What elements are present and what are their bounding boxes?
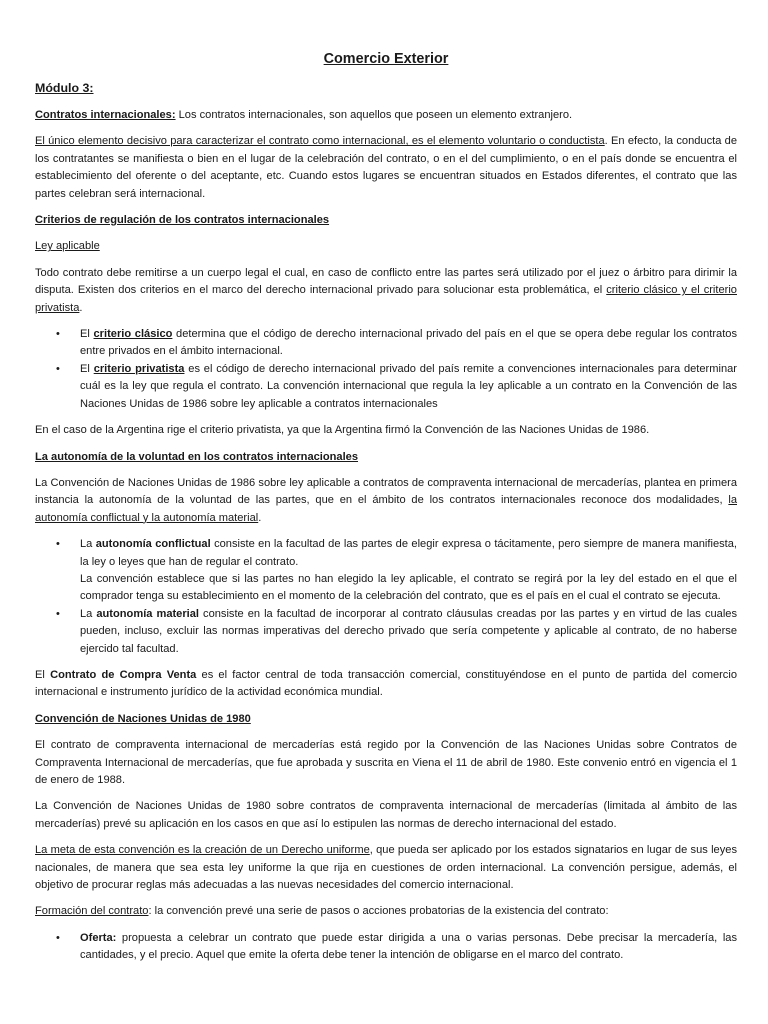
underlined-statement: El único elemento decisivo para caracterizar el contrato como internacional, es el elemento voluntario o conductista	[35, 135, 605, 148]
term-formacion-contrato: Formación del contrato	[35, 905, 149, 918]
paragraph-ley-aplicable	[35, 265, 737, 317]
paragraph-compra-venta	[35, 667, 737, 702]
bullet-icon: •	[56, 328, 60, 341]
term-autonomia-material: autonomía material	[96, 607, 200, 620]
paragraph-argentina: En el caso de la Argentina rige el criterio privatista, ya que la Argentina firmó la Convención de las Naciones Unidas de 1986.	[35, 424, 650, 437]
paragraph-end: .	[79, 301, 83, 314]
paragraph-text: Los contratos internacionales, son aquellos que poseen un elemento extranjero.	[175, 109, 573, 121]
item-text: consiste en la facultad de las partes de elegir expresa o tácitamente, pero siempre de manera manifiesta, la ley o leyes que han de regular el contrato.	[80, 538, 737, 568]
item-prefix: El	[80, 362, 94, 375]
bullet-icon: •	[56, 931, 60, 944]
list-criterios	[35, 326, 737, 413]
item-text: determina que el código de derecho internacional privado del país en el que se opera debe regular los contratos entre privados en el ámbito internacional.	[80, 328, 737, 358]
paragraph-aplicacion: La Convención de Naciones Unidas de 1980 sobre contratos de compraventa internacional de mercaderías (limitada al ámbito de las mercaderías) prevé su aplicación en los casos en que así lo estipulen las normas de derecho internacional del estado.	[35, 800, 737, 830]
list-item	[35, 606, 737, 658]
term-contrato-compra-venta: Contrato de Compra Venta	[50, 668, 197, 681]
paragraph-text: es el factor central de toda transacción comercial, constituyéndose en el punto de partida del comercio internacional e instrumento jurídico de la actividad económica mundial.	[35, 668, 737, 699]
paragraph-text: , que pueda ser aplicado por los estados signatarios en lugar de sus leyes nacionales, de manera que sea esta ley uniforme la que rija en cuestiones de orden internacional. La convención persigue, además, el objetivo de procurar reglas más adecuadas a las nuevas necesidades del comercio internacional.	[35, 844, 737, 892]
paragraph-text: La Convención de Naciones Unidas de 1986 sobre ley aplicable a contratos de compraventa internacional de mercaderías, plantea en primera instancia la autonomía de la voluntad de las partes, que en el ámbito de los contratos internacionales reconoce dos modalidades,	[35, 476, 737, 507]
paragraph-convencion-1986	[35, 475, 737, 527]
term-oferta: Oferta:	[80, 931, 117, 944]
paragraph-derecho-uniforme	[35, 842, 737, 894]
document-title: Comercio Exterior	[323, 51, 449, 67]
section-heading-criterios: Criterios de regulación de los contratos internacionales	[35, 214, 330, 227]
bullet-icon: •	[56, 362, 60, 375]
term-contratos-internacionales: Contratos internacionales:	[35, 109, 176, 121]
subheading-ley-aplicable: Ley aplicable	[35, 240, 100, 253]
term-criterio-privatista: criterio privatista	[93, 362, 185, 375]
underlined-modalidades: la autonomía conflictual y la autonomía material	[35, 494, 737, 524]
module-heading: Módulo 3:	[35, 81, 94, 95]
list-item	[35, 326, 737, 361]
section-heading-convencion-1980: Convención de Naciones Unidas de 1980	[35, 712, 251, 725]
bullet-icon: •	[56, 607, 60, 620]
section-heading-autonomia: La autonomía de la voluntad en los contratos internacionales	[35, 450, 359, 463]
paragraph-viena: El contrato de compraventa internacional de mercaderías está regido por la Convención de las Naciones Unidas sobre Contratos de Compraventa Internacional de mercaderías, que fue aprobada y suscrita en Viena el 11 de abril de 1980. Este convenio entró en vigencia el 1 de enero de 1988.	[35, 739, 737, 786]
item-prefix: La	[80, 607, 97, 620]
item-text: es el código de derecho internacional privado del país remite a convenciones internacionales para determinar cuál es la ley que regula el contrato. La convención internacional que regula la ley aplicable a un contrato en la Convención de las Naciones Unidas de 1986 sobre ley aplicable a contratos internacionales	[80, 362, 737, 410]
underlined-criterios: criterio clásico y el criterio privatista	[35, 284, 737, 314]
item-prefix: El	[80, 328, 94, 341]
underlined-meta: La meta de esta convención es la creación de un Derecho uniforme	[35, 844, 370, 857]
paragraph-elemento-decisivo	[35, 133, 737, 203]
list-item	[35, 361, 737, 413]
paragraph-prefix: El	[35, 668, 51, 681]
paragraph-text: : la convención prevé una serie de pasos o acciones probatorias de la existencia del contrato:	[148, 905, 609, 918]
list-item	[35, 536, 737, 606]
item-text: propuesta a celebrar un contrato que puede estar dirigida a una o varias personas. Debe precisar la mercadería, las cantidades, y el precio. Aquel que emite la oferta debe tener la intención de obligarse en el marco del contrato.	[80, 931, 737, 962]
paragraph-definition	[35, 107, 737, 124]
paragraph-end: .	[258, 511, 262, 524]
paragraph-text: . En efecto, la conducta de los contratantes se manifiesta o bien en el lugar de la celebración del contrato, o en el del cumplimiento, o en el país donde se encuentra el establecimiento del oferente o del aceptante, etc. Cuando estos lugares se encuentran situados en Estados diferentes, el contrato que las partes celebran será internacional.	[35, 135, 738, 200]
list-item	[35, 930, 737, 965]
term-autonomia-conflictual: autonomía conflictual	[95, 538, 211, 551]
item-continuation: La convención establece que si las partes no han elegido la ley aplicable, el contrato se regirá por la ley del estado en el que el comprador tenga su establecimiento en el momento de la celebración del contrato, que es el país en el cual el contrato se ejecuta.	[80, 572, 737, 603]
list-autonomia	[35, 536, 737, 658]
list-formacion	[35, 930, 737, 965]
item-text: consiste en la facultad de incorporar al contrato cláusulas creadas por las partes y en virtud de las cuales pueden, incluso, excluir las normas imperativas del derecho privado que sería competente y aplicable al contrato, de no haberse ejercido tal facultad.	[80, 607, 738, 655]
paragraph-text: Todo contrato debe remitirse a un cuerpo legal el cual, en caso de conflicto entre las partes será utilizado por el juez o árbitro para dirimir la disputa. Existen dos criterios en el marco del derecho internacional privado para solucionar esta problemática, el	[35, 266, 737, 297]
bullet-icon: •	[56, 538, 60, 551]
term-criterio-clasico: criterio clásico	[93, 328, 173, 341]
item-prefix: La	[80, 538, 96, 551]
paragraph-formacion	[35, 903, 737, 920]
